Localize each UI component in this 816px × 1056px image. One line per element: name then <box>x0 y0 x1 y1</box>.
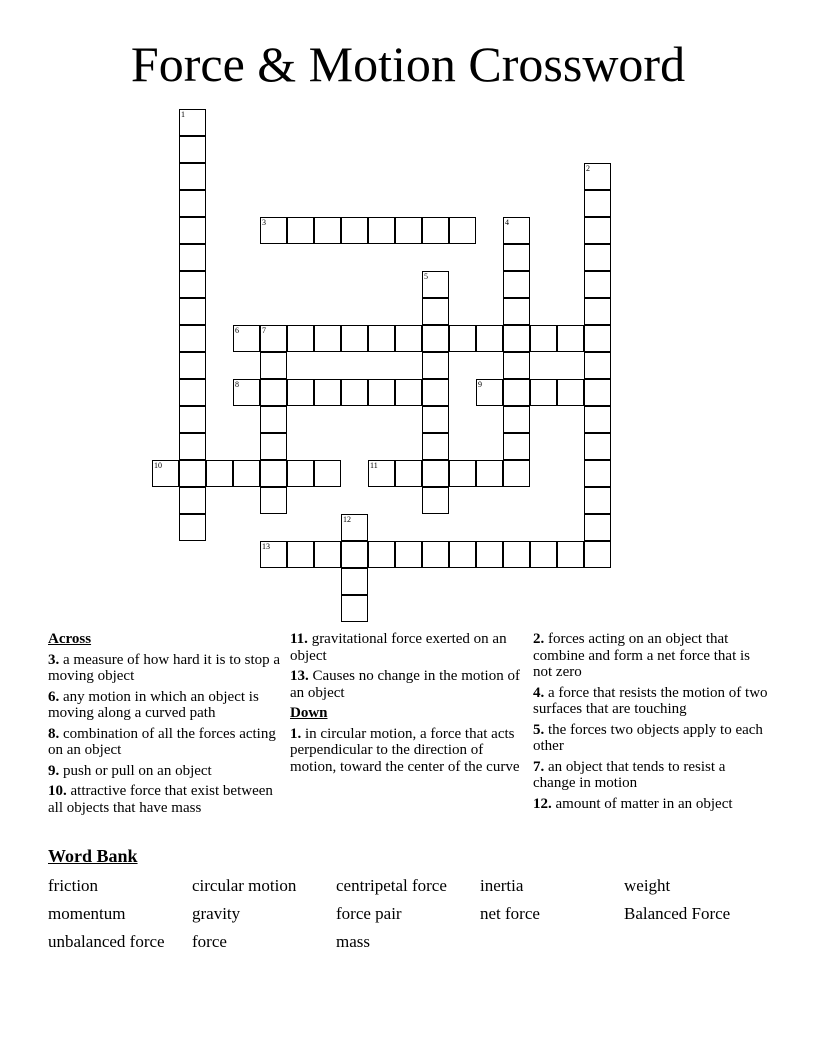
crossword-cell[interactable] <box>395 379 422 406</box>
crossword-cell[interactable] <box>341 541 368 568</box>
clue-number: 1 <box>181 110 185 119</box>
crossword-cell[interactable] <box>422 325 449 352</box>
crossword-cell[interactable] <box>341 217 368 244</box>
word-bank-word: friction <box>48 876 99 895</box>
crossword-cell[interactable] <box>314 325 341 352</box>
crossword-cell[interactable] <box>584 352 611 379</box>
crossword-cell[interactable] <box>503 244 530 271</box>
crossword-cell[interactable] <box>179 217 206 244</box>
word-bank-word: momentum <box>48 904 126 923</box>
crossword-cell[interactable] <box>395 217 422 244</box>
clue-number: 7 <box>262 326 266 335</box>
crossword-cell[interactable] <box>530 325 557 352</box>
clue-down-12: 12. amount of matter in an object <box>533 795 733 812</box>
down-heading: Down <box>290 705 328 721</box>
crossword-cell[interactable] <box>422 433 449 460</box>
crossword-cell[interactable] <box>476 541 503 568</box>
crossword-cell[interactable] <box>368 541 395 568</box>
crossword-cell[interactable] <box>287 541 314 568</box>
crossword-cell[interactable] <box>449 460 476 487</box>
crossword-cell[interactable] <box>179 271 206 298</box>
crossword-cell[interactable] <box>233 325 260 352</box>
crossword-cell[interactable] <box>179 379 206 406</box>
crossword-cell[interactable] <box>584 514 611 541</box>
crossword-cell[interactable] <box>503 406 530 433</box>
word-bank-word: force <box>192 932 227 951</box>
crossword-cell[interactable] <box>503 433 530 460</box>
crossword-cell[interactable] <box>422 541 449 568</box>
crossword-cell[interactable] <box>287 217 314 244</box>
crossword-cell[interactable] <box>584 298 611 325</box>
clue-across-13: 13. Causes no change in the motion of an object <box>290 668 520 701</box>
crossword-cell[interactable] <box>503 325 530 352</box>
crossword-cell[interactable] <box>422 298 449 325</box>
clue-across-8: 8. combination of all the forces acting on an object <box>48 725 276 758</box>
word-bank-word: force pair <box>336 904 402 923</box>
crossword-cell[interactable] <box>368 460 395 487</box>
crossword-cell[interactable] <box>449 217 476 244</box>
crossword-cell[interactable] <box>530 379 557 406</box>
crossword-cell[interactable] <box>368 217 395 244</box>
crossword-cell[interactable] <box>179 325 206 352</box>
clue-number: 6 <box>235 326 239 335</box>
crossword-cell[interactable] <box>503 217 530 244</box>
crossword-cell[interactable] <box>368 379 395 406</box>
crossword-cell[interactable] <box>314 541 341 568</box>
page-title: Force & Motion Crossword <box>130 36 686 92</box>
crossword-cell[interactable] <box>503 541 530 568</box>
crossword-cell[interactable] <box>584 541 611 568</box>
crossword-cell[interactable] <box>206 460 233 487</box>
crossword-cell[interactable] <box>584 217 611 244</box>
crossword-cell[interactable] <box>557 325 584 352</box>
clue-number: 4 <box>505 218 509 227</box>
word-bank-word: mass <box>336 932 370 951</box>
crossword-cell[interactable] <box>179 433 206 460</box>
crossword-cell[interactable] <box>503 352 530 379</box>
crossword-cell[interactable] <box>584 244 611 271</box>
crossword-cell[interactable] <box>287 460 314 487</box>
word-bank-word: inertia <box>480 876 524 895</box>
crossword-cell[interactable] <box>260 406 287 433</box>
word-bank-word: Balanced Force <box>624 904 731 923</box>
crossword-cell[interactable] <box>422 460 449 487</box>
crossword-cell[interactable] <box>260 379 287 406</box>
crossword-cell[interactable] <box>422 217 449 244</box>
crossword-cell[interactable] <box>179 460 206 487</box>
clue-column-3 <box>533 631 768 816</box>
crossword-cell[interactable] <box>395 541 422 568</box>
crossword-cell[interactable] <box>530 541 557 568</box>
word-bank-title: Word Bank <box>48 846 138 866</box>
across-heading: Across <box>48 631 92 647</box>
crossword-cell[interactable] <box>422 379 449 406</box>
clue-across-10: 10. attractive force that exist between all objects that have mass <box>48 783 273 816</box>
clue-number: 2 <box>586 164 590 173</box>
crossword-cell[interactable] <box>476 325 503 352</box>
clue-column-1 <box>48 631 283 820</box>
clue-column-2 <box>290 631 520 779</box>
crossword-cell[interactable] <box>503 271 530 298</box>
crossword-cell[interactable] <box>260 541 287 568</box>
crossword-cell[interactable] <box>179 352 206 379</box>
crossword-cell[interactable] <box>287 379 314 406</box>
crossword-cell[interactable] <box>395 325 422 352</box>
crossword-cell[interactable] <box>584 433 611 460</box>
word-bank-word: gravity <box>192 904 241 923</box>
clue-number: 5 <box>424 272 428 281</box>
crossword-cell[interactable] <box>260 352 287 379</box>
crossword-cell[interactable] <box>179 298 206 325</box>
crossword-cell[interactable] <box>233 460 260 487</box>
crossword-cell[interactable] <box>179 136 206 163</box>
crossword-cell[interactable] <box>314 460 341 487</box>
crossword-cell[interactable] <box>584 460 611 487</box>
clue-number: 12 <box>343 515 351 524</box>
crossword-cell[interactable] <box>422 352 449 379</box>
clue-down-7: 7. an object that tends to resist a change in motion <box>533 758 726 791</box>
clue-number: 10 <box>154 461 162 470</box>
crossword-cell[interactable] <box>476 379 503 406</box>
crossword-cell[interactable] <box>341 379 368 406</box>
crossword-cell[interactable] <box>503 460 530 487</box>
crossword-cell[interactable] <box>422 487 449 514</box>
clue-number: 11 <box>370 461 378 470</box>
crossword-cell[interactable] <box>260 460 287 487</box>
crossword-cell[interactable] <box>179 190 206 217</box>
clue-number: 3 <box>262 218 266 227</box>
clue-down-5: 5. the forces two objects apply to each other <box>533 721 763 754</box>
crossword-cell[interactable] <box>395 460 422 487</box>
crossword-cell[interactable] <box>179 244 206 271</box>
crossword-cell[interactable] <box>179 109 206 136</box>
word-bank-word: net force <box>480 904 540 923</box>
crossword-cell[interactable] <box>260 487 287 514</box>
clue-down-4: 4. a force that resists the motion of two surfaces that are touching <box>533 684 768 717</box>
crossword-cell[interactable] <box>476 460 503 487</box>
crossword-cell[interactable] <box>503 379 530 406</box>
crossword-cell[interactable] <box>341 595 368 622</box>
crossword-cell[interactable] <box>179 406 206 433</box>
clue-across-3: 3. a measure of how hard it is to stop a moving object <box>48 651 281 684</box>
clue-down-1: 1. in circular motion, a force that acts perpendicular to the direction of motion, toward the center of the curve <box>290 725 520 775</box>
crossword-cell[interactable] <box>341 568 368 595</box>
clue-number: 9 <box>478 380 482 389</box>
crossword-cell[interactable] <box>422 271 449 298</box>
crossword-cell[interactable] <box>584 406 611 433</box>
crossword-cell[interactable] <box>260 325 287 352</box>
crossword-cell[interactable] <box>233 379 260 406</box>
crossword-cell[interactable] <box>152 460 179 487</box>
word-bank-word: centripetal force <box>336 876 447 895</box>
clue-down-2: 2. forces acting on an object that combine and form a net force that is not zero <box>533 631 751 680</box>
crossword-cell[interactable] <box>503 298 530 325</box>
crossword-cell[interactable] <box>584 379 611 406</box>
crossword-cell[interactable] <box>179 514 206 541</box>
crossword-cell[interactable] <box>584 271 611 298</box>
crossword-cell[interactable] <box>341 325 368 352</box>
crossword-cell[interactable] <box>584 325 611 352</box>
word-bank-word: circular motion <box>192 876 297 895</box>
crossword-cell[interactable] <box>368 325 395 352</box>
word-bank-word: weight <box>624 876 671 895</box>
crossword-cell[interactable] <box>287 325 314 352</box>
clue-number: 13 <box>262 542 270 551</box>
crossword-cell[interactable] <box>179 487 206 514</box>
word-bank-word: unbalanced force <box>48 932 165 951</box>
crossword-cell[interactable] <box>314 217 341 244</box>
crossword-cell[interactable] <box>584 190 611 217</box>
crossword-cell[interactable] <box>557 541 584 568</box>
crossword-cell[interactable] <box>422 406 449 433</box>
clue-across-11: 11. gravitational force exerted on an object <box>290 631 507 664</box>
crossword-cell[interactable] <box>584 163 611 190</box>
crossword-cell[interactable] <box>314 379 341 406</box>
crossword-cell[interactable] <box>260 433 287 460</box>
clue-across-9: 9. push or pull on an object <box>48 762 212 779</box>
crossword-cell[interactable] <box>341 514 368 541</box>
crossword-cell[interactable] <box>449 541 476 568</box>
crossword-cell[interactable] <box>179 163 206 190</box>
clue-number: 8 <box>235 380 239 389</box>
clue-across-6: 6. any motion in which an object is moving along a curved path <box>48 688 259 721</box>
crossword-cell[interactable] <box>260 217 287 244</box>
crossword-cell[interactable] <box>584 487 611 514</box>
crossword-cell[interactable] <box>449 325 476 352</box>
crossword-cell[interactable] <box>557 379 584 406</box>
